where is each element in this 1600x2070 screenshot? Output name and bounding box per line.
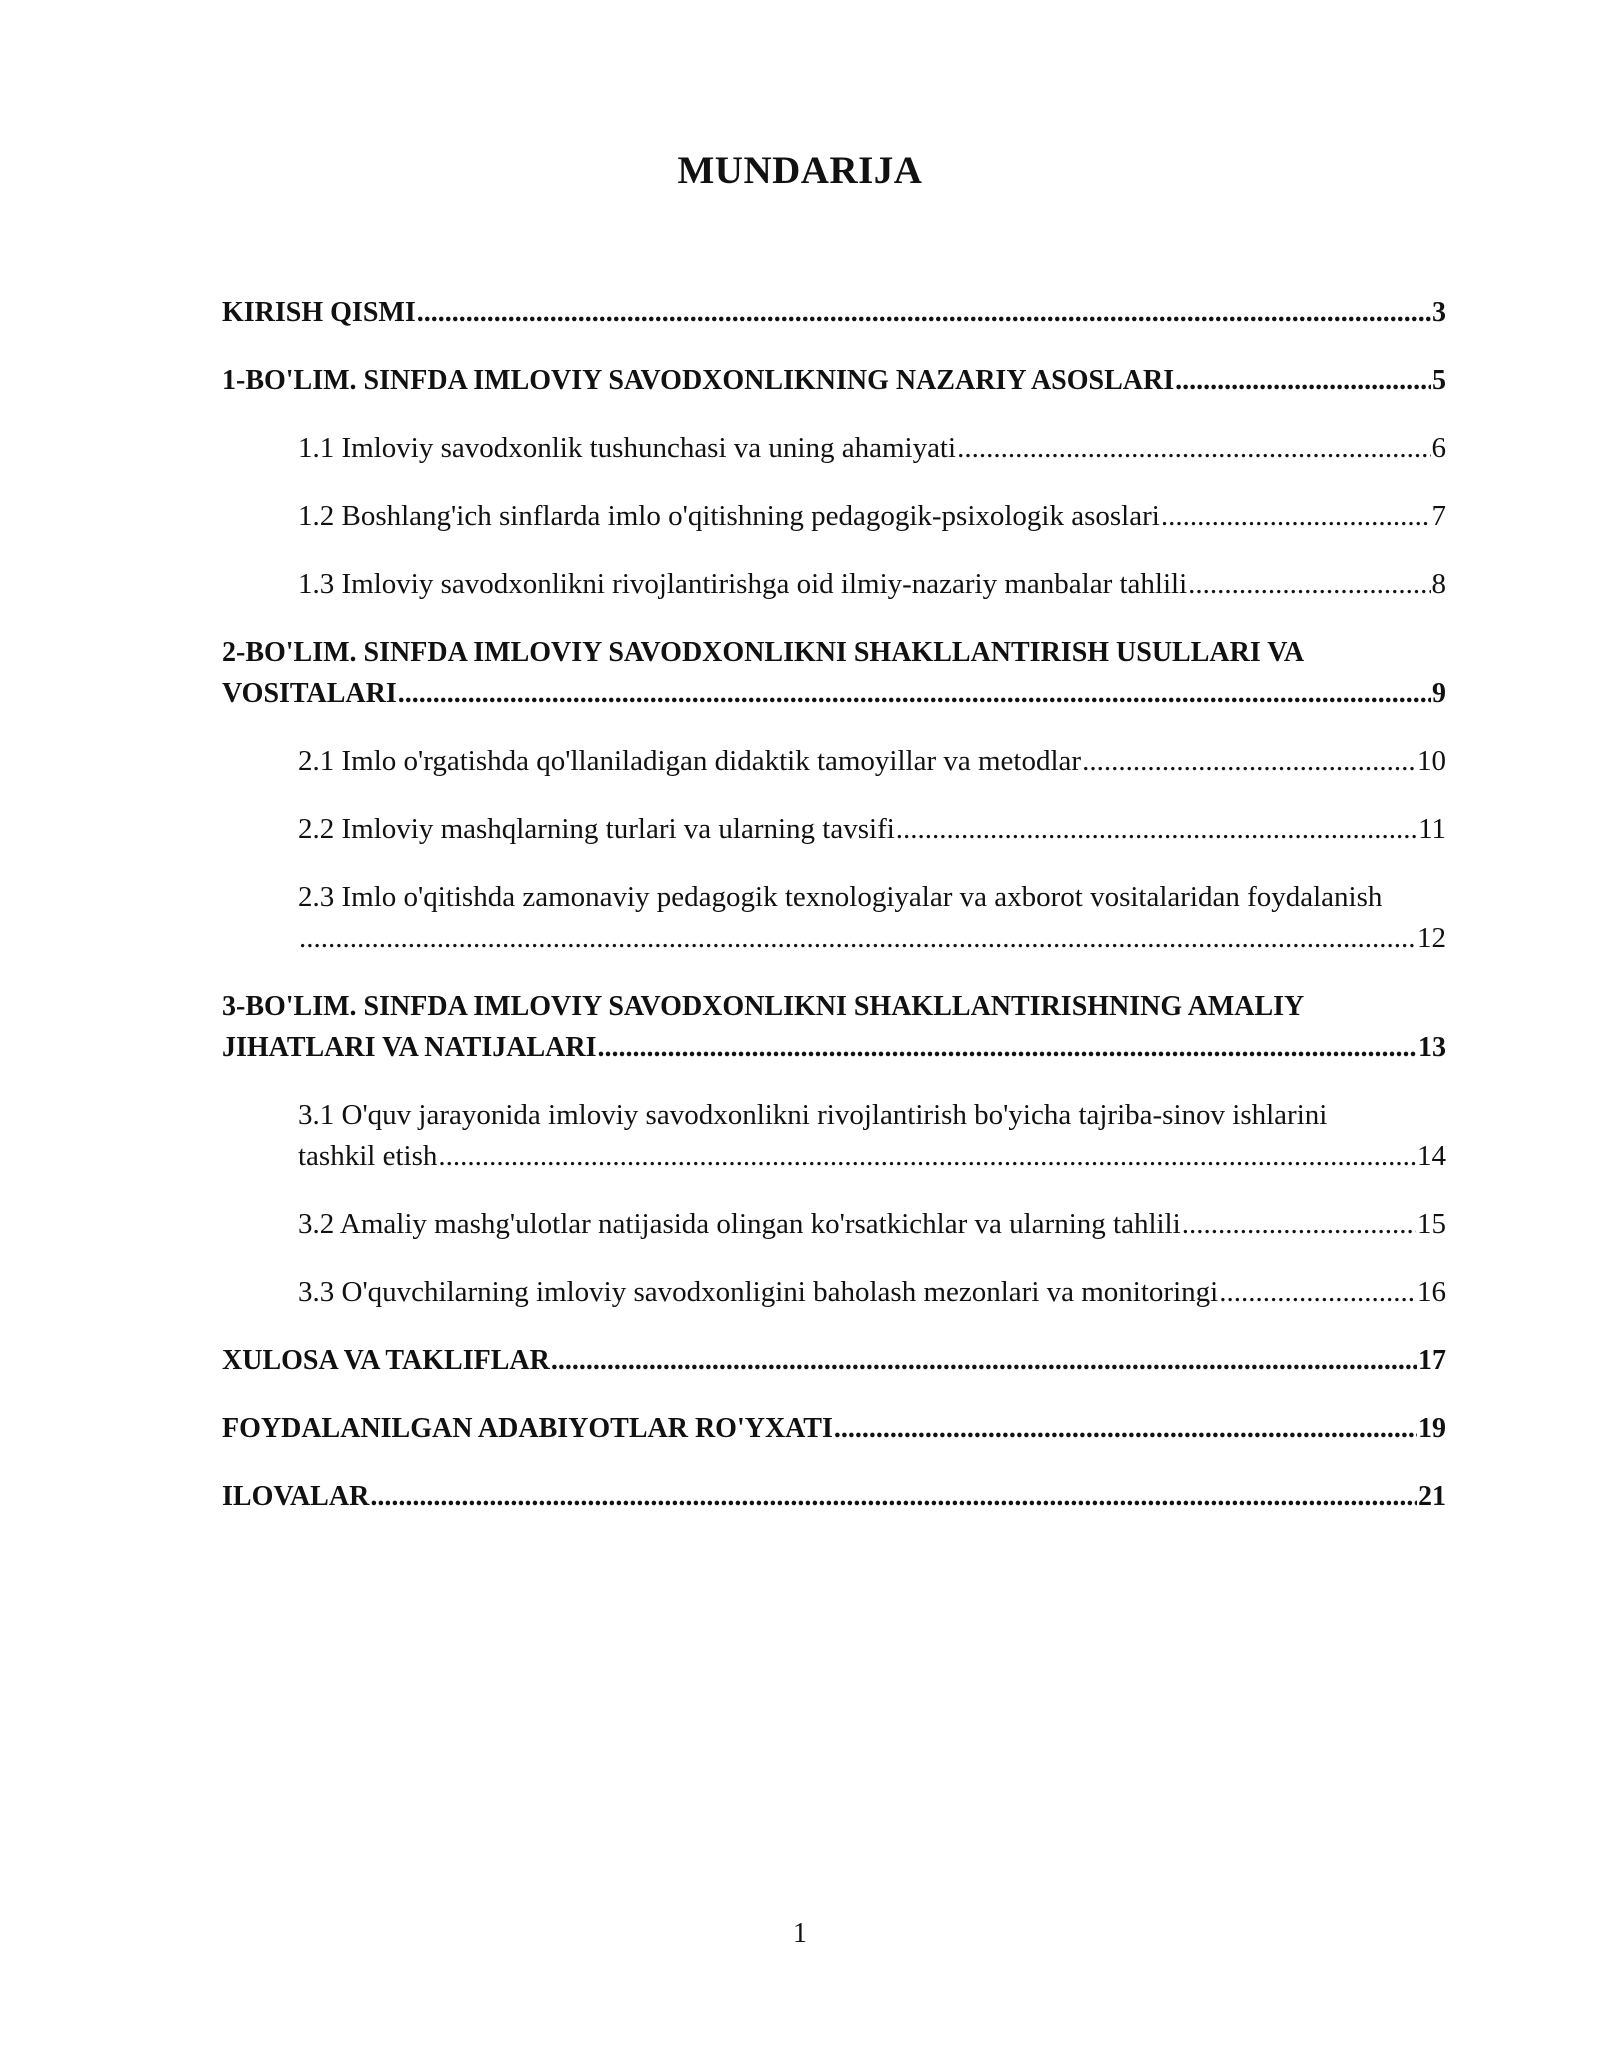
toc-entry-chapter-3-line1[interactable]: 3-BO'LIM. SINFDA IMLOVIY SAVODXONLIKNI SHAKLLANTIRISHNING AMALIY	[222, 991, 1305, 1022]
toc-entry-title: VOSITALARI	[222, 678, 397, 709]
toc-dot-leader	[1161, 496, 1431, 537]
toc-entry-page: 5	[1432, 365, 1446, 396]
toc-dot-leader	[834, 1408, 1417, 1449]
toc-dot-leader	[438, 1136, 1416, 1177]
toc-entry-section-3-1[interactable]	[298, 1136, 1446, 1177]
toc-dot-leader	[370, 1476, 1417, 1517]
toc-entry-page: 13	[1418, 1032, 1446, 1063]
toc-entry-page: 11	[1418, 813, 1446, 845]
toc-entry-title: 1.1 Imloviy savodxonlik tushunchasi va uning ahamiyati	[298, 432, 957, 464]
toc-dot-leader	[1188, 564, 1430, 605]
toc-entry-conclusion[interactable]	[222, 1340, 1446, 1381]
toc-entry-page: 10	[1417, 745, 1446, 777]
toc-dot-leader	[1175, 360, 1431, 401]
toc-entry-chapter-3[interactable]	[222, 1027, 1446, 1068]
toc-dot-leader	[896, 809, 1417, 850]
toc-entry-page: 3	[1432, 297, 1446, 328]
toc-dot-leader	[551, 1340, 1417, 1381]
toc-entry-title: 2.2 Imloviy mashqlarning turlari va ularning tavsifi	[298, 813, 895, 845]
toc-entry-section-2-2[interactable]	[298, 809, 1446, 850]
toc-entry-title: 2.1 Imlo o'rgatishda qo'llaniladigan didaktik tamoyillar va metodlar	[298, 745, 1082, 777]
page-title: MUNDARIJA	[677, 149, 923, 192]
toc-dot-leader	[1219, 1272, 1416, 1313]
toc-entry-page: 15	[1417, 1208, 1446, 1240]
toc-dot-leader	[299, 918, 1416, 959]
toc-entry-section-1-3[interactable]	[298, 564, 1446, 605]
toc-entry-title: 1.2 Boshlang'ich sinflarda imlo o'qitishning pedagogik-psixologik asoslari	[298, 500, 1160, 532]
toc-entry-title: JIHATLARI VA NATIJALARI	[222, 1032, 597, 1063]
toc-entry-page: 7	[1431, 500, 1446, 532]
toc-entry-title: XULOSA VA TAKLIFLAR	[222, 1345, 550, 1376]
toc-entry-page: 9	[1432, 678, 1446, 709]
toc-dot-leader	[1182, 1204, 1416, 1245]
toc-dot-leader	[957, 428, 1430, 469]
toc-entry-chapter-1[interactable]	[222, 360, 1446, 401]
toc-entry-section-3-3[interactable]	[298, 1272, 1446, 1313]
toc-entry-title: tashkil etish	[298, 1140, 438, 1172]
toc-entry-references[interactable]	[222, 1408, 1446, 1449]
toc-entry-page: 12	[1417, 922, 1446, 954]
toc-entry-page: 8	[1431, 568, 1446, 600]
toc-entry-title: ILOVALAR	[222, 1481, 370, 1512]
toc-entry-intro[interactable]	[222, 292, 1446, 333]
toc-dot-leader	[398, 673, 1431, 714]
toc-dot-leader	[417, 292, 1431, 333]
toc-entry-chapter-2-line1[interactable]: 2-BO'LIM. SINFDA IMLOVIY SAVODXONLIKNI SHAKLLANTIRISH USULLARI VA	[222, 637, 1305, 668]
toc-entry-chapter-2[interactable]	[222, 673, 1446, 714]
toc-entry-page: 16	[1417, 1276, 1446, 1308]
toc-entry-title: FOYDALANILGAN ADABIYOTLAR RO'YXATI	[222, 1413, 833, 1444]
toc-entry-page: 14	[1417, 1140, 1446, 1172]
toc-entry-page: 21	[1418, 1481, 1446, 1512]
toc-entry-title: 3.3 O'quvchilarning imloviy savodxonligini baholash mezonlari va monitoringi	[298, 1276, 1219, 1308]
toc-entry-section-3-2[interactable]	[298, 1204, 1446, 1245]
toc-entry-page: 19	[1418, 1413, 1446, 1444]
toc-entry-section-2-3[interactable]	[298, 918, 1446, 959]
toc-entry-title: 3.2 Amaliy mashg'ulotlar natijasida olingan ko'rsatkichlar va ularning tahlili	[298, 1208, 1181, 1240]
toc-entry-section-1-2[interactable]	[298, 496, 1446, 537]
toc-entry-title: 1.3 Imloviy savodxonlikni rivojlantirishga oid ilmiy-nazariy manbalar tahlili	[298, 568, 1188, 600]
toc-dot-leader	[597, 1027, 1417, 1068]
toc-entry-title: KIRISH QISMI	[222, 297, 416, 328]
toc-entry-section-2-3-line1[interactable]: 2.3 Imlo o'qitishda zamonaviy pedagogik texnologiyalar va axborot vositalaridan foydalanish	[298, 881, 1383, 913]
toc-entry-appendices[interactable]	[222, 1476, 1446, 1517]
toc-entry-title: 1-BO'LIM. SINFDA IMLOVIY SAVODXONLIKNING NAZARIY ASOSLARI	[222, 365, 1175, 396]
toc-entry-page: 17	[1418, 1345, 1446, 1376]
toc-entry-page: 6	[1431, 432, 1446, 464]
toc-dot-leader	[1082, 741, 1416, 782]
page-number: 1	[793, 1918, 807, 1949]
toc-entry-section-2-1[interactable]	[298, 741, 1446, 782]
toc-entry-section-3-1-line1[interactable]: 3.1 O'quv jarayonida imloviy savodxonlikni rivojlantirish bo'yicha tajriba-sinov ishlarini	[298, 1099, 1328, 1131]
toc-entry-section-1-1[interactable]	[298, 428, 1446, 469]
